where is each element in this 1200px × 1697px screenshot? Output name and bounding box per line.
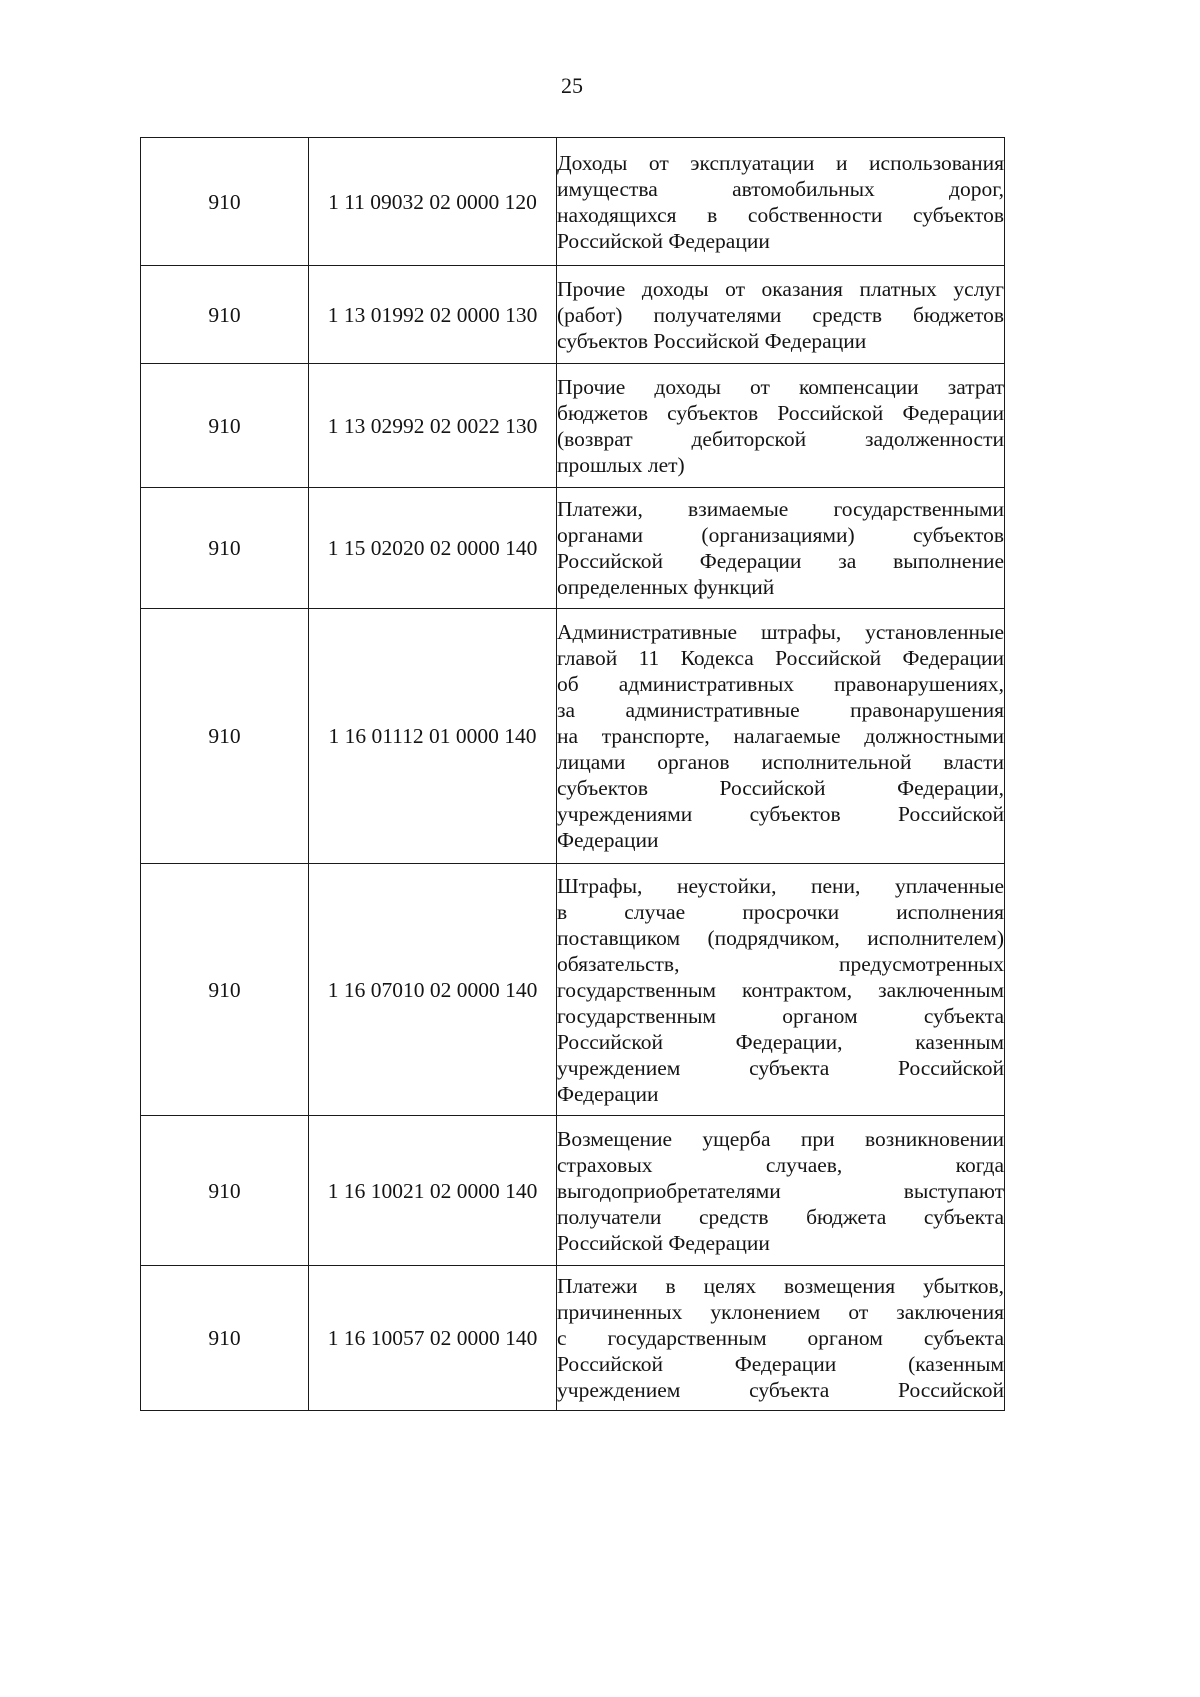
table-row: [141, 609, 1005, 864]
description-line: за административные правонарушения: [557, 698, 1004, 722]
table-row: [141, 364, 1005, 488]
description-line: Возмещение ущерба при возникновении: [557, 1126, 1004, 1151]
admin-code-cell: 910: [141, 488, 309, 609]
description-line: государственным контрактом, заключенным: [557, 977, 1004, 1002]
description-line: получатели средств бюджета субъекта: [557, 1204, 1004, 1229]
table-row: [141, 488, 1005, 609]
admin-code-cell: 910: [141, 1116, 309, 1266]
table-row: [141, 138, 1005, 266]
description-line: страховых случаев, когда: [557, 1152, 1004, 1177]
admin-code-cell: 910: [141, 266, 309, 364]
admin-code-cell: 910: [141, 864, 309, 1116]
description-cell: [557, 488, 1005, 609]
description-line: с государственным органом субъекта: [557, 1326, 1004, 1350]
admin-code-cell: 910: [141, 364, 309, 488]
description-line: Платежи в целях возмещения убытков,: [557, 1274, 1004, 1298]
description-cell: [557, 138, 1005, 266]
description-line: Федерации: [557, 1081, 659, 1106]
description-line: прошлых лет): [557, 452, 685, 477]
description-line: Административные штрафы, установленные: [557, 620, 1004, 644]
description-line: лицами органов исполнительной власти: [557, 750, 1004, 774]
description-line: находящихся в собственности субъектов: [557, 202, 1004, 227]
description-line: на транспорте, налагаемые должностными: [557, 724, 1004, 748]
description-line: (работ) получателями средств бюджетов: [557, 302, 1004, 327]
description-cell: [557, 266, 1005, 364]
description-line: причиненных уклонением от заключения: [557, 1300, 1004, 1324]
description-line: обязательств, предусмотренных: [557, 951, 1004, 976]
description-line: об административных правонарушениях,: [557, 672, 1004, 696]
description-line: Прочие доходы от компенсации затрат: [557, 374, 1004, 399]
description-line: Российской Федерации: [557, 228, 770, 253]
description-line: бюджетов субъектов Российской Федерации: [557, 400, 1004, 425]
table-row: [141, 266, 1005, 364]
description-line: Штрафы, неустойки, пени, уплаченные: [557, 873, 1004, 898]
budget-revenue-codes-table: [140, 137, 1005, 1411]
table-row: [141, 1116, 1005, 1266]
admin-code-cell: 910: [141, 609, 309, 864]
description-line: субъектов Российской Федерации: [557, 328, 867, 353]
page-number: 25: [561, 73, 583, 98]
income-code-cell: 1 13 02992 02 0022 130: [309, 364, 557, 488]
description-cell: [557, 864, 1005, 1116]
description-cell: [557, 1116, 1005, 1266]
description-line: в случае просрочки исполнения: [557, 899, 1004, 924]
description-line: Российской Федерации, казенным: [557, 1029, 1004, 1054]
description-line: Доходы от эксплуатации и использования: [557, 150, 1004, 175]
description-line: учреждениями субъектов Российской: [557, 802, 1004, 826]
income-code-cell: 1 16 10021 02 0000 140: [309, 1116, 557, 1266]
description-line: Федерации: [557, 828, 659, 852]
table-row: [141, 1266, 1005, 1411]
description-cell: [557, 609, 1005, 864]
table-row: [141, 864, 1005, 1116]
description-line: Прочие доходы от оказания платных услуг: [557, 276, 1004, 301]
description-line: Платежи, взимаемые государственными: [557, 497, 1004, 521]
description-line: главой 11 Кодекса Российской Федерации: [557, 646, 1004, 670]
description-line: учреждением субъекта Российской: [557, 1055, 1004, 1080]
description-line: поставщиком (подрядчиком, исполнителем): [557, 925, 1004, 950]
description-line: государственным органом субъекта: [557, 1003, 1004, 1028]
description-line: органами (организациями) субъектов: [557, 523, 1004, 547]
description-line: имущества автомобильных дорог,: [557, 176, 1004, 201]
description-line: субъектов Российской Федерации,: [557, 776, 1004, 800]
description-line: (возврат дебиторской задолженности: [557, 426, 1004, 451]
description-line: определенных функций: [557, 575, 775, 599]
description-line: Российской Федерации: [557, 1230, 770, 1255]
description-line: Российской Федерации за выполнение: [557, 549, 1004, 573]
income-code-cell: 1 16 01112 01 0000 140: [309, 609, 557, 864]
income-code-cell: 1 13 01992 02 0000 130: [309, 266, 557, 364]
description-line: Российской Федерации (казенным: [557, 1352, 1004, 1376]
admin-code-cell: 910: [141, 138, 309, 266]
description-line: учреждением субъекта Российской: [557, 1378, 1004, 1402]
description-cell: [557, 364, 1005, 488]
description-cell: [557, 1266, 1005, 1411]
description-line: выгодоприобретателями выступают: [557, 1178, 1004, 1203]
income-code-cell: 1 15 02020 02 0000 140: [309, 488, 557, 609]
income-code-cell: 1 16 10057 02 0000 140: [309, 1266, 557, 1411]
income-code-cell: 1 16 07010 02 0000 140: [309, 864, 557, 1116]
income-code-cell: 1 11 09032 02 0000 120: [309, 138, 557, 266]
admin-code-cell: 910: [141, 1266, 309, 1411]
